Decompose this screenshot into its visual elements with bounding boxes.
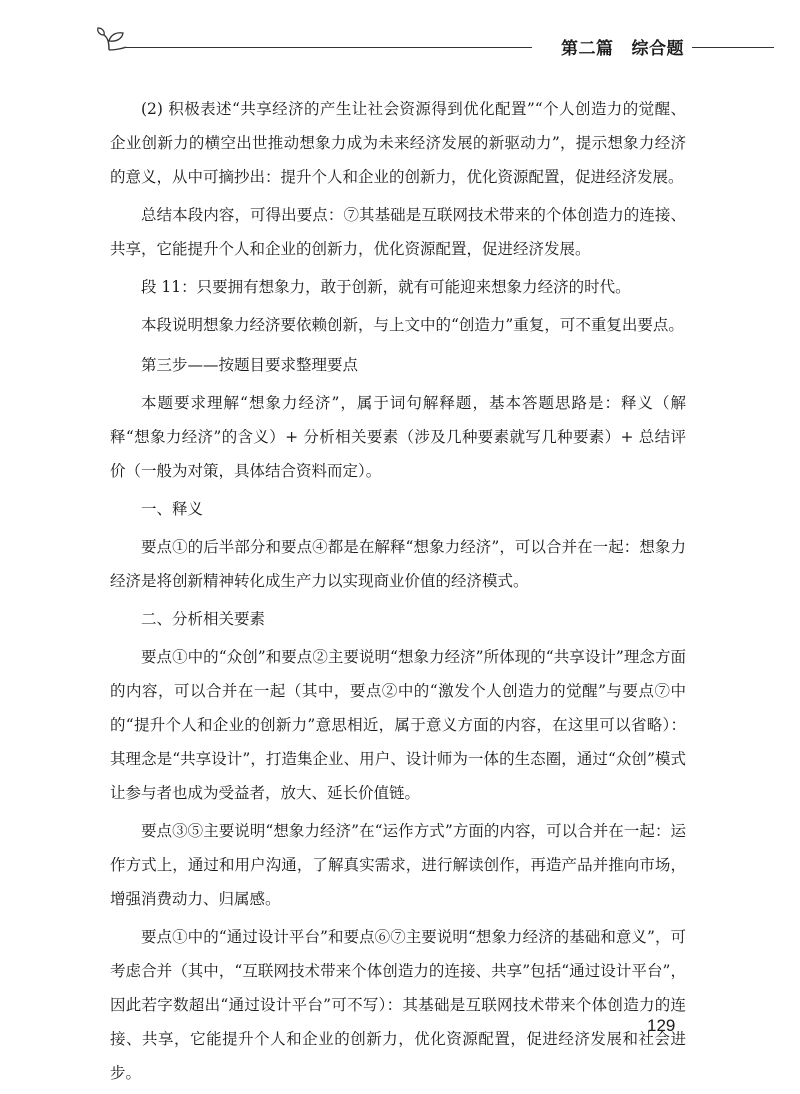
- para-requirement: 本题要求理解“想象力经济”，属于词句解释题，基本答题思路是：释义（解释“想象力经济”的含义）+ 分析相关要素（涉及几种要素就写几种要素）+ 总结评价（一般为对策，具体结合资料而定）。: [110, 394, 686, 480]
- para-segment-11-note: 本段说明想象力经济要依赖创新，与上文中的“创造力”重复，可不重复出要点。: [141, 316, 684, 334]
- header-rule-left: [126, 47, 532, 48]
- para-heading-one: 一、释义: [141, 500, 204, 518]
- header-rule-right: [692, 47, 774, 48]
- page-header: [96, 26, 774, 66]
- para-element-3: 要点①中的“通过设计平台”和要点⑥⑦主要说明“想象力经济的基础和意义”，可考虑合并（其中，“互联网技术带来个体创造力的连接、共享”包括“通过设计平台”，因此若字数超出“通过设计平台”可不写）：其基础是互联网技术带来个体创造力的连接、共享，它能提升个人和企业的创新力，优化资源配置，促进经济发展和社会进步。: [110, 928, 686, 1082]
- para-step-three: 第三步——按题目要求整理要点: [141, 356, 359, 374]
- header-part-label: 第二篇: [561, 39, 614, 59]
- para-summary-10: 总结本段内容，可得出要点：⑦其基础是互联网技术带来的个体创造力的连接、共享，它能提升个人和企业的创新力，优化资源配置，促进经济发展。: [110, 206, 686, 258]
- para-definition: 要点①的后半部分和要点④都是在解释“想象力经济”，可以合并在一起：想象力经济是将创新精神转化成生产力以实现商业价值的经济模式。: [110, 538, 686, 590]
- sprout-icon: [96, 26, 126, 52]
- para-segment-11: 段 11：只要拥有想象力，敢于创新，就有可能迎来想象力经济的时代。: [141, 278, 631, 296]
- header-section-label: 综合题: [631, 39, 684, 59]
- para-heading-two: 二、分析相关要素: [141, 610, 266, 628]
- running-header: [561, 34, 684, 59]
- page-body: [110, 92, 686, 1094]
- page-number: 129: [647, 1016, 676, 1035]
- para-element-1: 要点①中的“众创”和要点②主要说明“想象力经济”所体现的“共享设计”理念方面的内容，可以合并在一起（其中，要点②中的“激发个人创造力的觉醒”与要点⑦中的“提升个人和企业的创新力”意思相近，属于意义方面的内容，在这里可以省略）：其理念是“共享设计”，打造集企业、用户、设计师为一体的生态圈，通过“众创”模式让参与者也成为受益者，放大、延长价值链。: [110, 648, 686, 802]
- para-analysis-2: (2) 积极表述“共享经济的产生让社会资源得到优化配置”“个人创造力的觉醒、企业创新力的横空出世推动想象力成为未来经济发展的新驱动力”，提示想象力经济的意义，从中可摘抄出：提升个人和企业的创新力，优化资源配置，促进经济发展。: [110, 100, 686, 186]
- para-element-2: 要点③⑤主要说明“想象力经济”在“运作方式”方面的内容，可以合并在一起：运作方式上，通过和用户沟通，了解真实需求，进行解读创作，再造产品并推向市场，增强消费动力、归属感。: [110, 822, 686, 908]
